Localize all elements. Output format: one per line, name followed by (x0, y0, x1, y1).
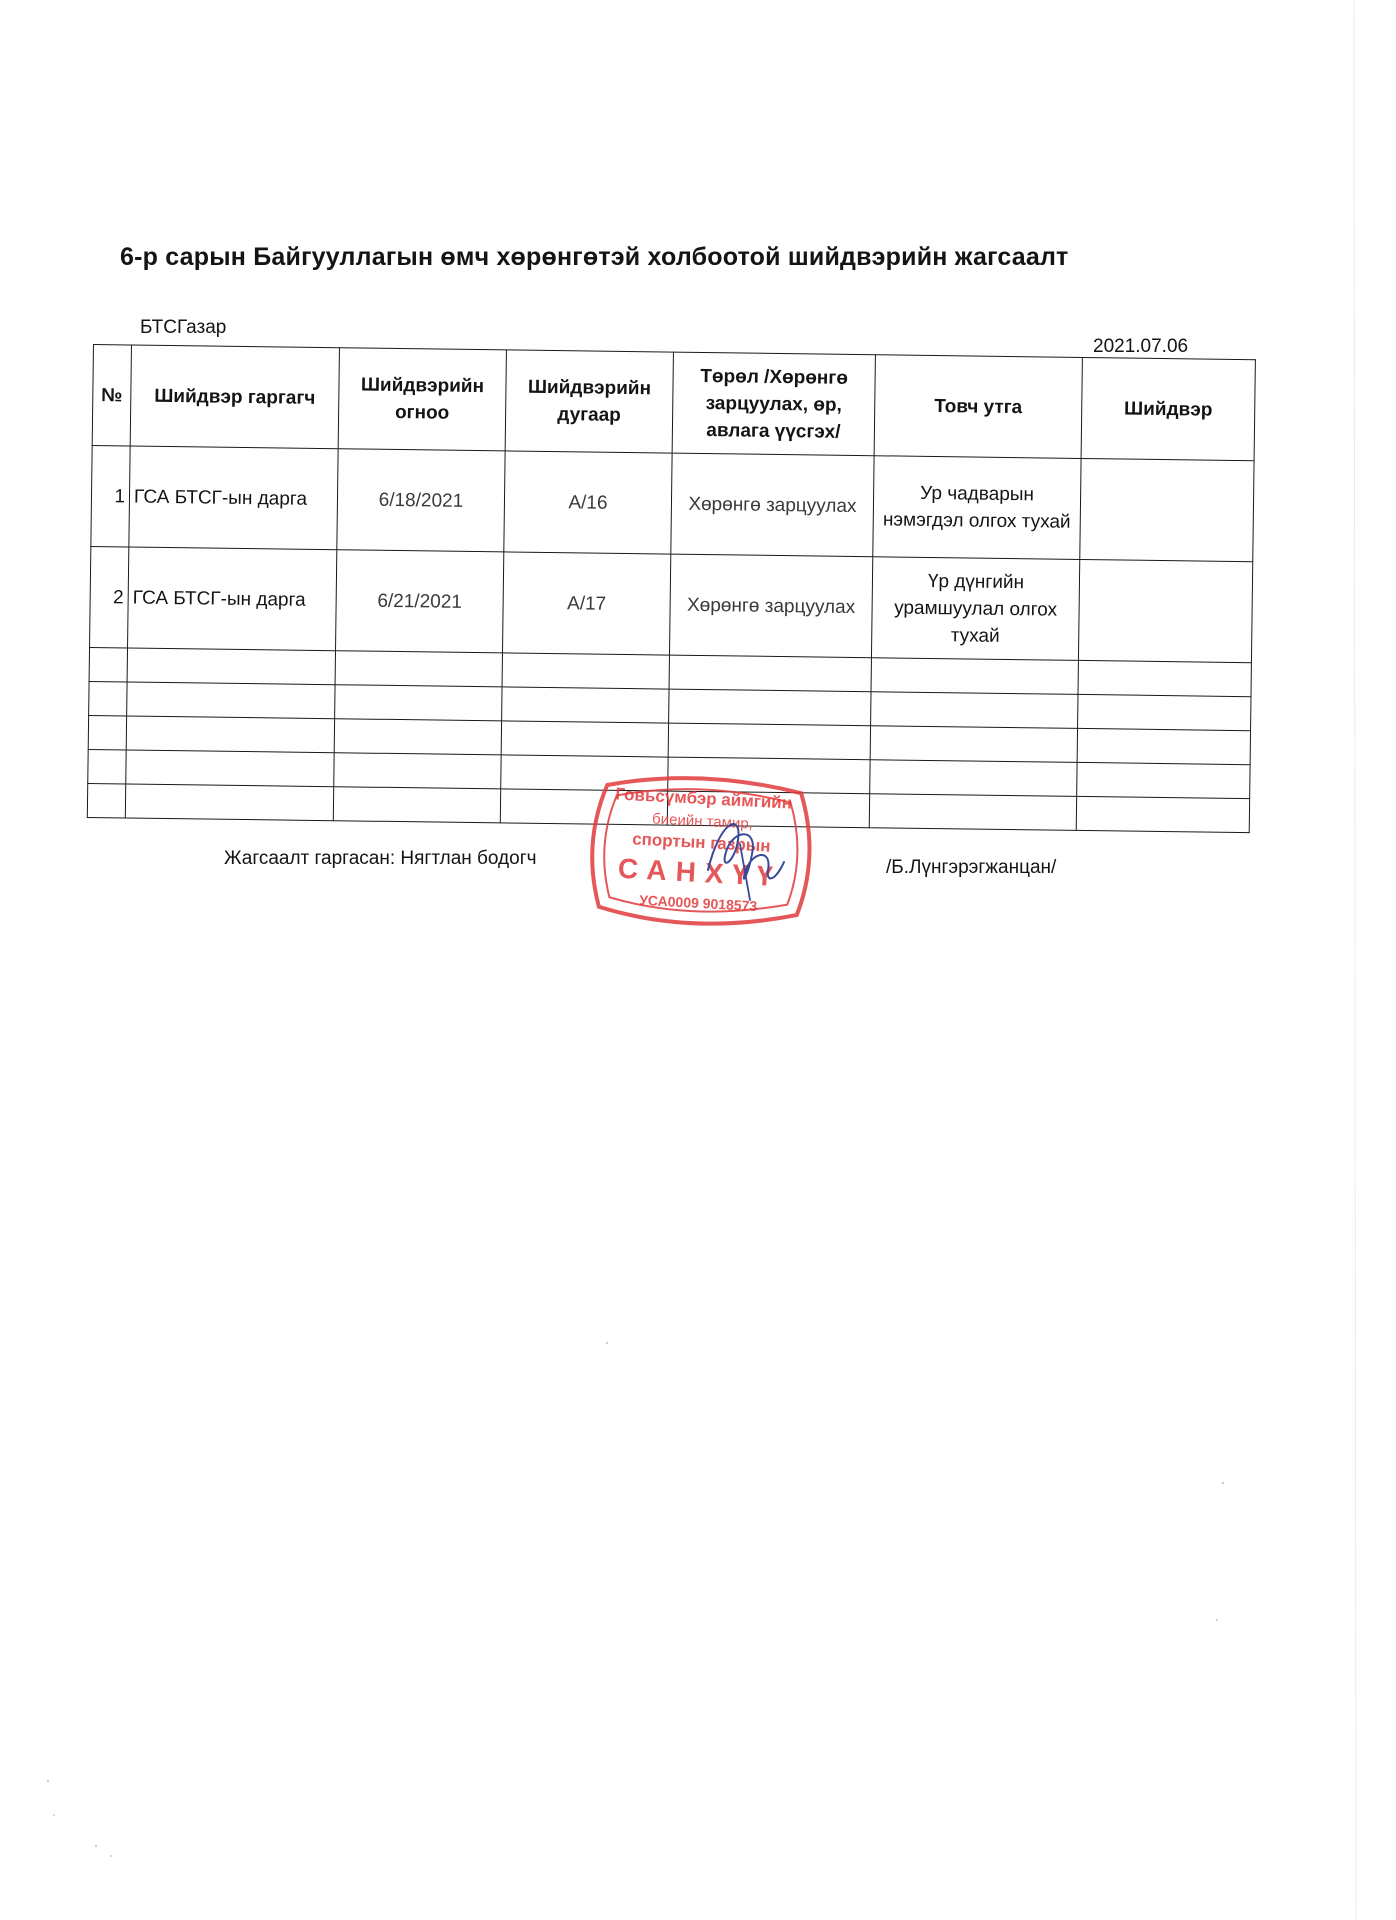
signer-name: /Б.Лүнгэрэгжанцан/ (886, 857, 1057, 878)
header-decision-number: Шийдвэрийн дугаар (505, 350, 673, 453)
signature-mark (680, 800, 800, 910)
row-no: 2 (90, 546, 129, 647)
svg-text:САНХҮҮ: САНХҮҮ (617, 852, 783, 893)
header-type: Төрөл /Хөрөнгө зарцуулах, өр, авлага үүсгэх/ (672, 352, 875, 456)
row-decision (1080, 458, 1254, 561)
header-decision-date: Шийдвэрийн огноо (338, 348, 506, 451)
header-summary: Товч утга (874, 355, 1082, 459)
svg-text:спортын газрын: спортын газрын (631, 829, 772, 856)
document-title: 6-р сарын Байгууллагын өмч хөрөнгөтэй холбоотой шийдвэрийн жагсаалт (120, 243, 1069, 271)
svg-text:Говьсүмбэр аймгийн: Говьсүмбэр аймгийн (614, 784, 793, 813)
row-summary: Ур чадварын нэмэгдэл олгох тухай (873, 456, 1081, 560)
header-issuer: Шийдвэр гаргагч (130, 345, 339, 449)
row-decision (1078, 559, 1252, 662)
row-issuer: ГСА БТСГ-ын дарга (128, 547, 337, 651)
row-summary: Үр дүнгийн урамшуулал олгох тухай (871, 557, 1079, 661)
row-type: Хөрөнгө зарцуулах (669, 554, 872, 658)
row-no: 1 (91, 445, 130, 546)
svg-text:УСА0009 9018573: УСА0009 9018573 (638, 891, 758, 915)
table-row (90, 546, 1253, 662)
row-decision-number: А/16 (504, 451, 672, 554)
organization-name: БТСГазар (140, 317, 227, 338)
prepared-by-label: Жагсаалт гаргасан: Нягтлан бодогч (224, 848, 537, 869)
document-date: 2021.07.06 (1093, 336, 1189, 357)
row-type: Хөрөнгө зарцуулах (671, 453, 874, 557)
row-decision-date: 6/18/2021 (337, 449, 505, 552)
table-row (91, 445, 1254, 561)
row-decision-date: 6/21/2021 (336, 550, 504, 653)
row-decision-number: А/17 (502, 552, 670, 655)
table-header-row (92, 345, 1255, 461)
header-decision: Шийдвэр (1081, 357, 1255, 460)
svg-text:биеийн тамир,: биеийн тамир, (651, 810, 754, 833)
header-no: № (92, 345, 131, 446)
row-issuer: ГСА БТСГ-ын дарга (129, 446, 338, 550)
